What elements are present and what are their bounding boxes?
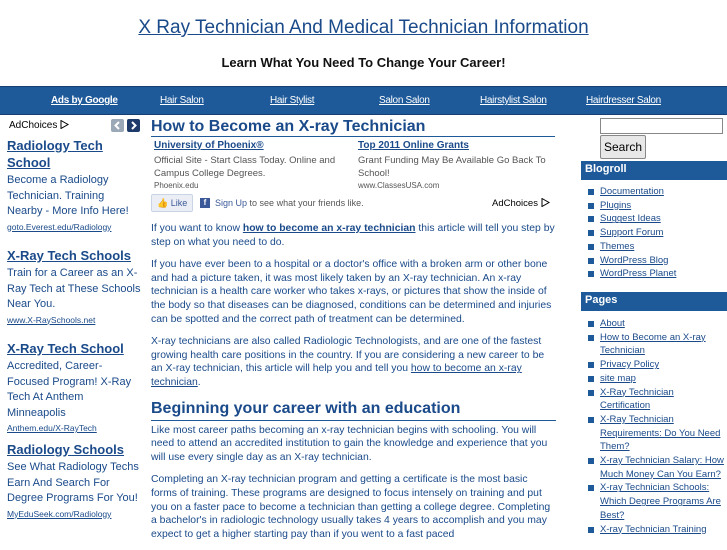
chevron-left-icon (111, 119, 124, 132)
page-item[interactable]: X-ray Technician Salary: How Much Money Can You Earn? (581, 454, 726, 481)
site-title[interactable]: X Ray Technician And Medical Technician Information (138, 17, 589, 38)
top-ad-url[interactable]: www.ClassesUSA.com (358, 181, 440, 190)
post-title[interactable]: How to Become an X-ray Technician (151, 117, 555, 137)
blogroll-item[interactable]: Plugins (581, 199, 727, 213)
top-ad-body: Grant Funding May Be Available Go Back To School! (358, 155, 546, 179)
left-ad-body: See What Radiology Techs Earn And Search For Degree Programs For You! (7, 461, 139, 504)
article-link[interactable]: how to become an x-ray technician (151, 363, 522, 388)
blogroll-item[interactable]: Themes (581, 240, 727, 254)
left-ad-title[interactable]: X-Ray Tech Schools (7, 248, 132, 263)
left-ad[interactable] (7, 441, 141, 519)
nav-bar (0, 86, 727, 115)
like-button[interactable]: 👍 Like (151, 194, 193, 212)
blogroll-title: Blogroll (581, 161, 727, 180)
post-body (151, 222, 556, 550)
page-item[interactable]: X-ray Technician Training (581, 523, 726, 537)
adchoices-left[interactable]: AdChoices (9, 120, 69, 131)
top-ad-title[interactable]: Top 2011 Online Grants (358, 140, 469, 151)
blogroll-item[interactable]: Suggest Ideas (581, 212, 727, 226)
signup-suffix: to see what your friends like. (249, 198, 364, 208)
search-input[interactable] (600, 118, 723, 134)
signup-text (215, 198, 364, 208)
blogroll-item[interactable]: Support Forum (581, 226, 727, 240)
page-item[interactable]: X-ray Technician Schools: Which Degree Programs Are Best? (581, 481, 726, 522)
pages-list (581, 317, 726, 536)
site-description: Learn What You Need To Change Your Career! (221, 55, 506, 70)
nav-hair-salon[interactable]: Hair Salon (160, 95, 204, 106)
thumbs-up-icon: 👍 (157, 198, 169, 208)
nav-hairdresser-salon[interactable]: Hairdresser Salon (586, 95, 661, 106)
page-item[interactable]: site map (581, 372, 726, 386)
pages-title: Pages (581, 292, 727, 311)
article-link[interactable]: how to become an x-ray technician (242, 223, 416, 234)
facebook-like-bar (151, 194, 551, 214)
left-ad-url[interactable]: Anthem.edu/X-RayTech (7, 423, 97, 433)
paragraph: X-ray technicians are also called Radiologic Technologists, and are one of the fastest growing health care positions in the country. If you are considering a new career to be an X-ray technician, this article will help you and tell you how to become an x-ray technician. (151, 336, 545, 388)
top-ad[interactable] (154, 140, 354, 191)
top-ad[interactable] (358, 140, 553, 191)
left-ad-url[interactable]: www.X-RaySchools.net (7, 314, 96, 325)
top-ad-title[interactable]: University of Phoenix® (154, 140, 264, 151)
left-ad-body: Become a Radiology Technician. Training Nearby - More Info Here! (7, 174, 129, 217)
top-ad-url[interactable]: Phoenix.edu (154, 181, 199, 190)
nav-salon-salon[interactable]: Salon Salon (379, 95, 430, 106)
facebook-icon: f (200, 198, 210, 208)
blogroll-item[interactable]: WordPress Planet (581, 267, 727, 281)
search-button[interactable]: Search (600, 135, 646, 159)
page-item[interactable]: X-Ray Technician Certification (581, 386, 726, 413)
left-ad-body: Train for a Career as an X-Ray Tech at These Schools Near You. (7, 267, 141, 310)
paragraph: If you have ever been to a hospital or a doctor's office with a broken arm or other bone and had a picture taken, it was most likely taken by an X-ray technician. An x-ray technician is a health care worker who takes x-rays, or pictures that show the inside of the body so that diseases can be diagnosed, conditions can be determined and injuries can be spotted and the correct path of treatment can be determined. (151, 259, 552, 325)
blogroll-list (581, 185, 727, 281)
nav-ads-by-google[interactable]: Ads by Google (51, 95, 118, 106)
left-ad-title[interactable]: Radiology Tech School (7, 138, 103, 170)
left-ad-title[interactable]: Radiology Schools (7, 442, 125, 457)
section-heading: Beginning your career with an education (151, 399, 556, 421)
page-item[interactable]: About (581, 317, 726, 331)
blogroll-item[interactable]: WordPress Blog (581, 254, 727, 268)
paragraph: Like most career paths becoming an x-ray technician begins with schooling. You will need to attend an accredited institution to gain the knowledge and experience that you will use every single day as an X-ray technician. (151, 424, 548, 463)
nav-hair-stylist[interactable]: Hair Stylist (270, 95, 315, 106)
adchoices-top[interactable]: AdChoices (492, 198, 550, 209)
left-ad-body: Accredited, Career-Focused Program! X-Ray Tech At Anthem Minneapolis (7, 360, 132, 419)
left-ad[interactable] (7, 137, 141, 232)
left-ad[interactable] (7, 247, 141, 325)
ads-next-button[interactable] (127, 119, 140, 132)
signup-link[interactable]: Sign Up (215, 198, 248, 208)
left-ad-url[interactable]: goto.Everest.edu/Radiology (7, 221, 112, 232)
left-ad-title[interactable]: X-Ray Tech School (7, 341, 124, 356)
page-item[interactable]: X-Ray Technician Requirements: Do You Need Them? (581, 413, 726, 454)
page-item[interactable]: How to Become an X-ray Technician (581, 331, 726, 358)
page-item[interactable]: Privacy Policy (581, 358, 726, 372)
nav-hairstylist-salon[interactable]: Hairstylist Salon (480, 95, 547, 106)
paragraph: Completing an X-ray technician program and getting a certificate is the most basic forms of training. These programs are designed to focus intensely on training and put you on a faster pace to become a technician than getting a college degree. Completing a bachelor's in radiologic technology usually takes 4 years to accomplish and you may expect to get a higher starting pay than if you went to a fast paced (151, 474, 551, 540)
blogroll-item[interactable]: Documentation (581, 185, 727, 199)
top-ad-body: Official Site - Start Class Today. Online and Campus College Degrees. (154, 155, 336, 179)
left-ad-url[interactable]: MyEduSeek.com/Radiology (7, 508, 112, 519)
left-ad[interactable] (7, 340, 141, 433)
paragraph: If you want to know how to become an x-ray technician this article will tell you step by step on what you need to do. (151, 223, 555, 248)
chevron-right-icon (127, 119, 140, 132)
adchoices-icon (60, 120, 69, 129)
ads-prev-button[interactable] (111, 119, 124, 132)
